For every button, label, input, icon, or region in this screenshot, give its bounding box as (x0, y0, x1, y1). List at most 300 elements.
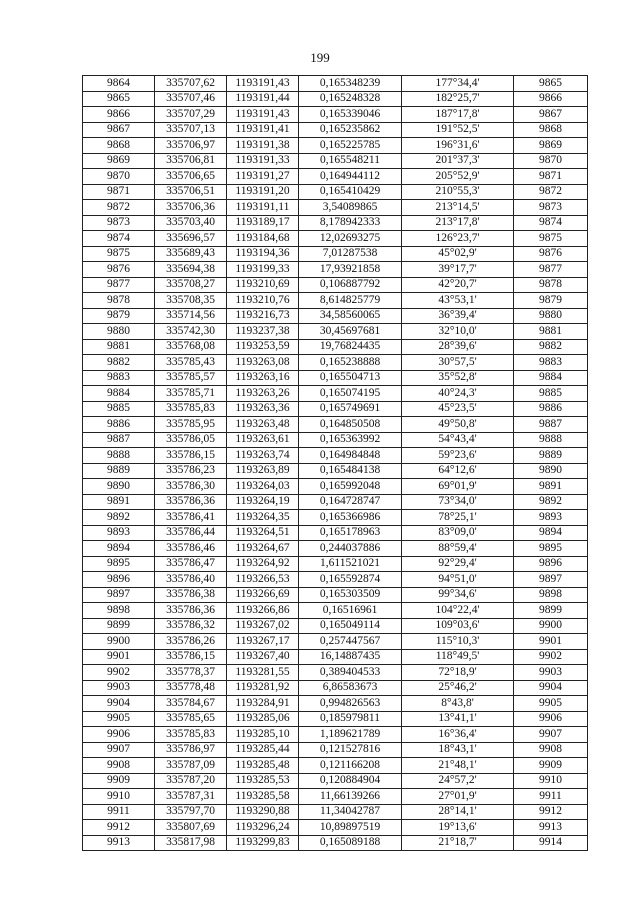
coord-y-cell: 1193191,38 (227, 138, 299, 154)
coord-x-cell: 335786,41 (155, 510, 227, 526)
point-to-cell: 9907 (514, 727, 588, 743)
coord-x-cell: 335707,46 (155, 91, 227, 107)
coord-x-cell: 335778,48 (155, 680, 227, 696)
table-row (83, 308, 588, 324)
point-to-cell: 9900 (514, 618, 588, 634)
coord-x-cell: 335786,46 (155, 541, 227, 557)
bearing-cell: 187°17,8' (402, 107, 514, 123)
coord-x-cell: 335706,65 (155, 169, 227, 185)
coord-x-cell: 335786,26 (155, 634, 227, 650)
distance-cell: 0,185979811 (299, 711, 402, 727)
distance-cell: 0,16516961 (299, 603, 402, 619)
coord-x-cell: 335786,23 (155, 463, 227, 479)
bearing-cell: 21°48,1' (402, 758, 514, 774)
point-to-cell: 9875 (514, 231, 588, 247)
coord-y-cell: 1193284,91 (227, 696, 299, 712)
coord-y-cell: 1193263,61 (227, 432, 299, 448)
table-row (83, 758, 588, 774)
point-from-cell: 9879 (83, 308, 155, 324)
table-row (83, 804, 588, 820)
distance-cell: 11,34042787 (299, 804, 402, 820)
point-from-cell: 9904 (83, 696, 155, 712)
distance-cell: 0,165235862 (299, 122, 402, 138)
point-to-cell: 9878 (514, 277, 588, 293)
distance-cell: 30,45697681 (299, 324, 402, 340)
point-from-cell: 9903 (83, 680, 155, 696)
point-from-cell: 9909 (83, 773, 155, 789)
bearing-cell: 72°18,9' (402, 665, 514, 681)
bearing-cell: 99°34,6' (402, 587, 514, 603)
table-row (83, 355, 588, 371)
coord-x-cell: 335707,13 (155, 122, 227, 138)
coord-x-cell: 335797,70 (155, 804, 227, 820)
distance-cell: 0,165225785 (299, 138, 402, 154)
coord-y-cell: 1193267,40 (227, 649, 299, 665)
coord-x-cell: 335689,43 (155, 246, 227, 262)
table-row (83, 277, 588, 293)
point-to-cell: 9906 (514, 711, 588, 727)
table-row (83, 773, 588, 789)
point-from-cell: 9894 (83, 541, 155, 557)
table-row (83, 463, 588, 479)
table-row (83, 711, 588, 727)
coord-y-cell: 1193263,08 (227, 355, 299, 371)
distance-cell: 11,66139266 (299, 789, 402, 805)
coord-x-cell: 335706,36 (155, 200, 227, 216)
point-to-cell: 9910 (514, 773, 588, 789)
distance-cell: 0,165049114 (299, 618, 402, 634)
coord-x-cell: 335768,08 (155, 339, 227, 355)
point-to-cell: 9897 (514, 572, 588, 588)
point-from-cell: 9867 (83, 122, 155, 138)
point-from-cell: 9896 (83, 572, 155, 588)
point-to-cell: 9894 (514, 525, 588, 541)
point-from-cell: 9864 (83, 76, 155, 92)
point-to-cell: 9890 (514, 463, 588, 479)
coord-x-cell: 335786,36 (155, 603, 227, 619)
coord-x-cell: 335703,40 (155, 215, 227, 231)
point-from-cell: 9897 (83, 587, 155, 603)
point-to-cell: 9905 (514, 696, 588, 712)
bearing-cell: 49°50,8' (402, 417, 514, 433)
point-to-cell: 9873 (514, 200, 588, 216)
coord-y-cell: 1193285,44 (227, 742, 299, 758)
table-row (83, 432, 588, 448)
distance-cell: 17,93921858 (299, 262, 402, 278)
bearing-cell: 73°34,0' (402, 494, 514, 510)
bearing-cell: 16°36,4' (402, 727, 514, 743)
coord-y-cell: 1193264,67 (227, 541, 299, 557)
bearing-cell: 43°53,1' (402, 293, 514, 309)
coord-x-cell: 335785,71 (155, 386, 227, 402)
point-from-cell: 9892 (83, 510, 155, 526)
point-to-cell: 9891 (514, 479, 588, 495)
distance-cell: 0,165592874 (299, 572, 402, 588)
point-from-cell: 9910 (83, 789, 155, 805)
coord-y-cell: 1193191,44 (227, 91, 299, 107)
coord-x-cell: 335706,97 (155, 138, 227, 154)
bearing-cell: 18°43,1' (402, 742, 514, 758)
bearing-cell: 78°25,1' (402, 510, 514, 526)
coord-x-cell: 335707,29 (155, 107, 227, 123)
coord-x-cell: 335786,97 (155, 742, 227, 758)
coord-x-cell: 335807,69 (155, 820, 227, 836)
point-to-cell: 9912 (514, 804, 588, 820)
bearing-cell: 109°03,6' (402, 618, 514, 634)
table-row (83, 184, 588, 200)
point-from-cell: 9908 (83, 758, 155, 774)
point-to-cell: 9866 (514, 91, 588, 107)
coord-y-cell: 1193191,27 (227, 169, 299, 185)
point-to-cell: 9908 (514, 742, 588, 758)
point-to-cell: 9902 (514, 649, 588, 665)
coord-x-cell: 335694,38 (155, 262, 227, 278)
distance-cell: 0,389404533 (299, 665, 402, 681)
point-to-cell: 9901 (514, 634, 588, 650)
coord-x-cell: 335785,83 (155, 727, 227, 743)
coord-y-cell: 1193194,36 (227, 246, 299, 262)
point-from-cell: 9874 (83, 231, 155, 247)
coord-y-cell: 1193266,86 (227, 603, 299, 619)
table-row (83, 479, 588, 495)
coord-y-cell: 1193216,73 (227, 308, 299, 324)
distance-cell: 3,54089865 (299, 200, 402, 216)
point-from-cell: 9899 (83, 618, 155, 634)
coord-x-cell: 335785,65 (155, 711, 227, 727)
point-to-cell: 9895 (514, 541, 588, 557)
coord-y-cell: 1193281,55 (227, 665, 299, 681)
coord-y-cell: 1193237,38 (227, 324, 299, 340)
distance-cell: 0,244037886 (299, 541, 402, 557)
distance-cell: 0,165248328 (299, 91, 402, 107)
coord-y-cell: 1193267,17 (227, 634, 299, 650)
point-to-cell: 9884 (514, 370, 588, 386)
point-to-cell: 9896 (514, 556, 588, 572)
distance-cell: 0,164850508 (299, 417, 402, 433)
distance-cell: 0,165548211 (299, 153, 402, 169)
bearing-cell: 115°10,3' (402, 634, 514, 650)
point-from-cell: 9881 (83, 339, 155, 355)
point-to-cell: 9903 (514, 665, 588, 681)
point-from-cell: 9882 (83, 355, 155, 371)
coord-y-cell: 1193281,92 (227, 680, 299, 696)
coord-y-cell: 1193189,17 (227, 215, 299, 231)
coord-x-cell: 335714,56 (155, 308, 227, 324)
coord-x-cell: 335707,62 (155, 76, 227, 92)
bearing-cell: 59°23,6' (402, 448, 514, 464)
point-from-cell: 9875 (83, 246, 155, 262)
coord-y-cell: 1193263,48 (227, 417, 299, 433)
point-from-cell: 9873 (83, 215, 155, 231)
bearing-cell: 64°12,6' (402, 463, 514, 479)
point-from-cell: 9890 (83, 479, 155, 495)
coord-y-cell: 1193263,16 (227, 370, 299, 386)
coord-y-cell: 1193285,06 (227, 711, 299, 727)
coord-y-cell: 1193285,53 (227, 773, 299, 789)
distance-cell: 0,165074195 (299, 386, 402, 402)
bearing-cell: 92°29,4' (402, 556, 514, 572)
distance-cell: 12,02693275 (299, 231, 402, 247)
coord-x-cell: 335785,83 (155, 401, 227, 417)
table-row (83, 417, 588, 433)
bearing-cell: 88°59,4' (402, 541, 514, 557)
coord-x-cell: 335706,51 (155, 184, 227, 200)
bearing-cell: 210°55,3' (402, 184, 514, 200)
point-to-cell: 9899 (514, 603, 588, 619)
table-row (83, 618, 588, 634)
point-from-cell: 9876 (83, 262, 155, 278)
table-row (83, 401, 588, 417)
coord-y-cell: 1193285,58 (227, 789, 299, 805)
point-from-cell: 9913 (83, 835, 155, 851)
bearing-cell: 30°57,5' (402, 355, 514, 371)
point-to-cell: 9911 (514, 789, 588, 805)
bearing-cell: 13°41,1' (402, 711, 514, 727)
table-row (83, 138, 588, 154)
coord-y-cell: 1193299,83 (227, 835, 299, 851)
bearing-cell: 182°25,7' (402, 91, 514, 107)
point-to-cell: 9893 (514, 510, 588, 526)
coord-x-cell: 335785,57 (155, 370, 227, 386)
bearing-cell: 35°52,8' (402, 370, 514, 386)
distance-cell: 0,120884904 (299, 773, 402, 789)
point-to-cell: 9880 (514, 308, 588, 324)
table-row (83, 262, 588, 278)
bearing-cell: 24°57,2' (402, 773, 514, 789)
bearing-cell: 177°34,4' (402, 76, 514, 92)
bearing-cell: 36°39,4' (402, 308, 514, 324)
table-row (83, 324, 588, 340)
coord-x-cell: 335787,20 (155, 773, 227, 789)
distance-cell: 0,257447567 (299, 634, 402, 650)
coord-x-cell: 335787,31 (155, 789, 227, 805)
coord-y-cell: 1193267,02 (227, 618, 299, 634)
point-from-cell: 9866 (83, 107, 155, 123)
point-from-cell: 9895 (83, 556, 155, 572)
point-from-cell: 9893 (83, 525, 155, 541)
coord-x-cell: 335786,15 (155, 649, 227, 665)
coord-x-cell: 335785,95 (155, 417, 227, 433)
coord-y-cell: 1193285,10 (227, 727, 299, 743)
coord-y-cell: 1193253,59 (227, 339, 299, 355)
distance-cell: 0,165992048 (299, 479, 402, 495)
table-row (83, 122, 588, 138)
coord-x-cell: 335786,05 (155, 432, 227, 448)
table-row (83, 339, 588, 355)
coord-y-cell: 1193264,92 (227, 556, 299, 572)
table-row (83, 107, 588, 123)
point-to-cell: 9871 (514, 169, 588, 185)
table-row (83, 603, 588, 619)
bearing-cell: 42°20,7' (402, 277, 514, 293)
point-to-cell: 9909 (514, 758, 588, 774)
coord-x-cell: 335696,57 (155, 231, 227, 247)
table-row (83, 169, 588, 185)
coord-x-cell: 335778,37 (155, 665, 227, 681)
coord-x-cell: 335708,35 (155, 293, 227, 309)
table-row (83, 649, 588, 665)
bearing-cell: 27°01,9' (402, 789, 514, 805)
table-row (83, 680, 588, 696)
point-from-cell: 9891 (83, 494, 155, 510)
bearing-cell: 94°51,0' (402, 572, 514, 588)
point-from-cell: 9880 (83, 324, 155, 340)
bearing-cell: 213°14,5' (402, 200, 514, 216)
bearing-cell: 196°31,6' (402, 138, 514, 154)
distance-cell: 1,611521021 (299, 556, 402, 572)
table-row (83, 215, 588, 231)
table-row (83, 200, 588, 216)
point-from-cell: 9868 (83, 138, 155, 154)
point-to-cell: 9874 (514, 215, 588, 231)
point-to-cell: 9914 (514, 835, 588, 851)
coord-x-cell: 335785,43 (155, 355, 227, 371)
coord-y-cell: 1193184,68 (227, 231, 299, 247)
bearing-cell: 118°49,5' (402, 649, 514, 665)
point-to-cell: 9886 (514, 401, 588, 417)
bearing-cell: 54°43,4' (402, 432, 514, 448)
point-to-cell: 9868 (514, 122, 588, 138)
table-row (83, 587, 588, 603)
point-to-cell: 9913 (514, 820, 588, 836)
coord-x-cell: 335742,30 (155, 324, 227, 340)
distance-cell: 0,121527816 (299, 742, 402, 758)
coord-y-cell: 1193290,88 (227, 804, 299, 820)
point-to-cell: 9898 (514, 587, 588, 603)
coord-y-cell: 1193191,33 (227, 153, 299, 169)
table-row (83, 231, 588, 247)
coord-y-cell: 1193263,26 (227, 386, 299, 402)
distance-cell: 0,121166208 (299, 758, 402, 774)
point-to-cell: 9887 (514, 417, 588, 433)
table-row (83, 789, 588, 805)
coord-x-cell: 335786,40 (155, 572, 227, 588)
coord-y-cell: 1193266,53 (227, 572, 299, 588)
distance-cell: 0,164944112 (299, 169, 402, 185)
distance-cell: 0,165339046 (299, 107, 402, 123)
point-from-cell: 9877 (83, 277, 155, 293)
point-from-cell: 9912 (83, 820, 155, 836)
distance-cell: 0,165504713 (299, 370, 402, 386)
bearing-cell: 28°39,6' (402, 339, 514, 355)
table-row (83, 91, 588, 107)
table-row (83, 246, 588, 262)
distance-cell: 0,164984848 (299, 448, 402, 464)
distance-cell: 0,165348239 (299, 76, 402, 92)
coord-y-cell: 1193263,74 (227, 448, 299, 464)
coord-x-cell: 335786,47 (155, 556, 227, 572)
distance-cell: 8,178942333 (299, 215, 402, 231)
distance-cell: 34,58560065 (299, 308, 402, 324)
bearing-cell: 19°13,6' (402, 820, 514, 836)
coord-y-cell: 1193264,35 (227, 510, 299, 526)
point-from-cell: 9878 (83, 293, 155, 309)
bearing-cell: 8°43,8' (402, 696, 514, 712)
coord-x-cell: 335786,30 (155, 479, 227, 495)
bearing-cell: 40°24,3' (402, 386, 514, 402)
table-row (83, 494, 588, 510)
bearing-cell: 213°17,8' (402, 215, 514, 231)
table-row (83, 665, 588, 681)
distance-cell: 0,165484138 (299, 463, 402, 479)
coord-y-cell: 1193191,11 (227, 200, 299, 216)
coord-y-cell: 1193210,69 (227, 277, 299, 293)
coord-y-cell: 1193191,20 (227, 184, 299, 200)
bearing-cell: 39°17,7' (402, 262, 514, 278)
distance-cell: 0,165238888 (299, 355, 402, 371)
coord-x-cell: 335706,81 (155, 153, 227, 169)
distance-cell: 7,01287538 (299, 246, 402, 262)
point-from-cell: 9889 (83, 463, 155, 479)
table-row (83, 572, 588, 588)
table-row (83, 293, 588, 309)
point-to-cell: 9885 (514, 386, 588, 402)
table-row (83, 386, 588, 402)
point-from-cell: 9887 (83, 432, 155, 448)
distance-cell: 0,165366986 (299, 510, 402, 526)
point-from-cell: 9872 (83, 200, 155, 216)
bearing-cell: 201°37,3' (402, 153, 514, 169)
coord-x-cell: 335786,36 (155, 494, 227, 510)
point-from-cell: 9888 (83, 448, 155, 464)
coord-y-cell: 1193191,41 (227, 122, 299, 138)
table-row (83, 510, 588, 526)
bearing-cell: 45°02,9' (402, 246, 514, 262)
distance-cell: 0,165303509 (299, 587, 402, 603)
distance-cell: 0,164728747 (299, 494, 402, 510)
coord-y-cell: 1193191,43 (227, 76, 299, 92)
table-row (83, 835, 588, 851)
coord-y-cell: 1193263,89 (227, 463, 299, 479)
bearing-cell: 191°52,5' (402, 122, 514, 138)
table-row (83, 556, 588, 572)
distance-cell: 19,76824435 (299, 339, 402, 355)
distance-cell: 0,994826563 (299, 696, 402, 712)
distance-cell: 0,165089188 (299, 835, 402, 851)
point-from-cell: 9865 (83, 91, 155, 107)
point-from-cell: 9869 (83, 153, 155, 169)
bearing-cell: 21°18,7' (402, 835, 514, 851)
point-from-cell: 9885 (83, 401, 155, 417)
point-to-cell: 9865 (514, 76, 588, 92)
bearing-cell: 45°23,5' (402, 401, 514, 417)
coord-y-cell: 1193266,69 (227, 587, 299, 603)
coord-y-cell: 1193264,03 (227, 479, 299, 495)
coord-x-cell: 335708,27 (155, 277, 227, 293)
point-from-cell: 9911 (83, 804, 155, 820)
coord-x-cell: 335817,98 (155, 835, 227, 851)
point-to-cell: 9879 (514, 293, 588, 309)
point-to-cell: 9904 (514, 680, 588, 696)
point-to-cell: 9877 (514, 262, 588, 278)
point-from-cell: 9883 (83, 370, 155, 386)
point-from-cell: 9900 (83, 634, 155, 650)
point-to-cell: 9881 (514, 324, 588, 340)
page-number: 199 (310, 50, 330, 65)
distance-cell: 0,165363992 (299, 432, 402, 448)
bearing-cell: 205°52,9' (402, 169, 514, 185)
distance-cell: 10,89897519 (299, 820, 402, 836)
bearing-cell: 126°23,7' (402, 231, 514, 247)
point-to-cell: 9889 (514, 448, 588, 464)
distance-cell: 16,14887435 (299, 649, 402, 665)
point-to-cell: 9876 (514, 246, 588, 262)
table-row (83, 153, 588, 169)
table-row (83, 370, 588, 386)
coordinates-table-body (83, 76, 588, 851)
point-from-cell: 9905 (83, 711, 155, 727)
table-row (83, 820, 588, 836)
